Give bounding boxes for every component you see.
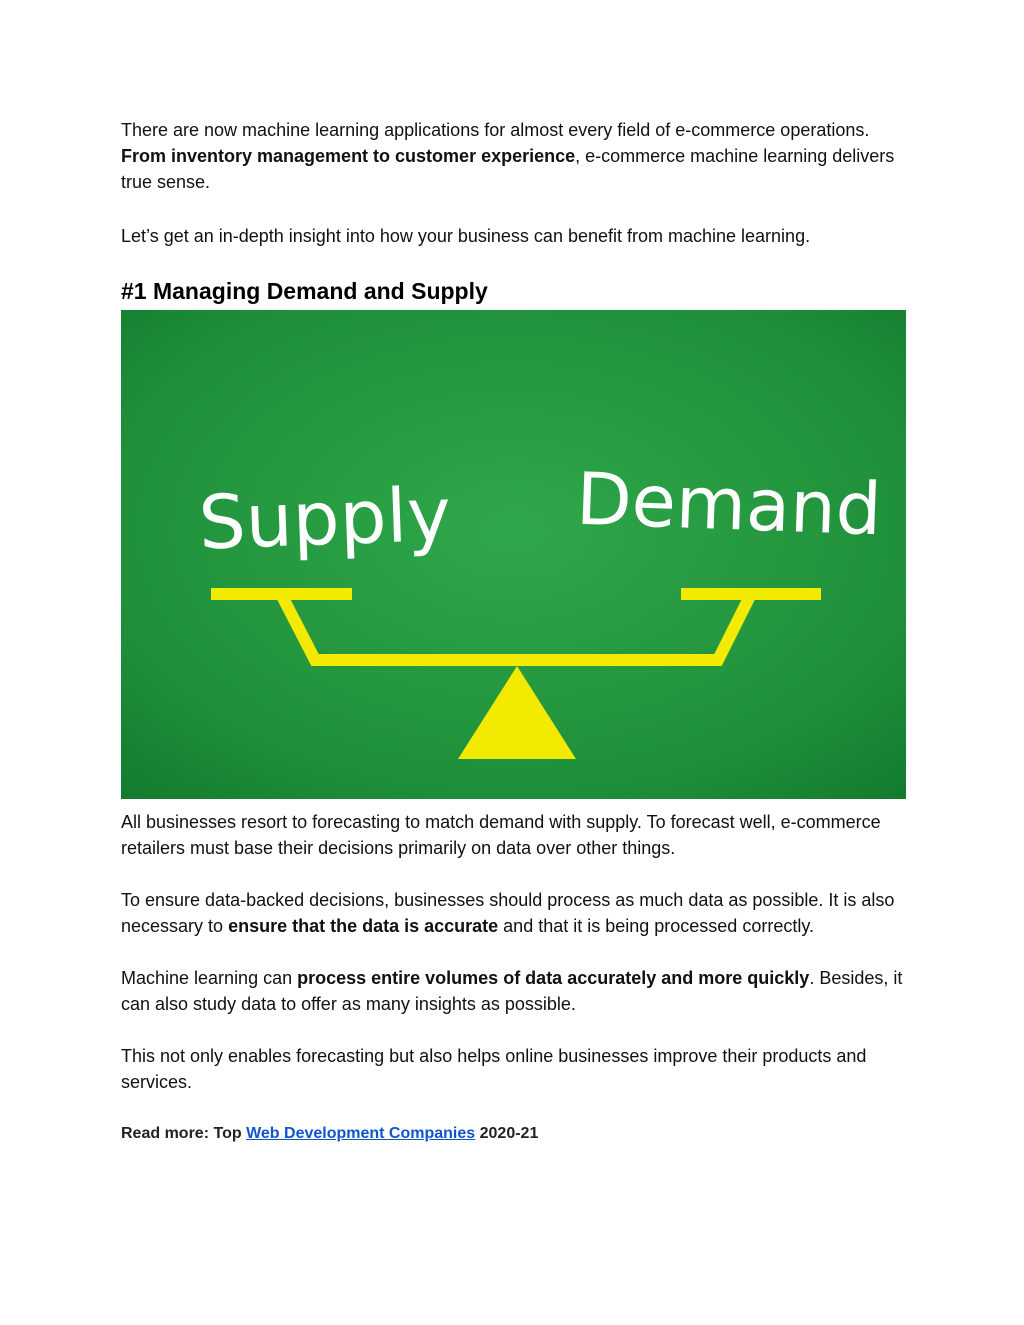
web-development-companies-link[interactable]: Web Development Companies — [246, 1125, 476, 1142]
supply-word: Supply — [197, 471, 453, 567]
demand-word: Demand — [574, 456, 883, 552]
document-page — [121, 117, 906, 1146]
read-more-line — [121, 1122, 906, 1146]
section-heading: #1 Managing Demand and Supply — [121, 278, 488, 304]
intro-paragraph-2: Let’s get an in-depth insight into how your business can benefit from machine learning. — [121, 226, 811, 246]
paragraph-text-end: . Besides, it can also study data to offer as many insights as possible. — [121, 968, 903, 1014]
read-more-suffix: 2020-21 — [479, 1125, 539, 1142]
intro-text-end: , e-commerce machine learning delivers true sense. — [121, 146, 895, 192]
section-paragraph-4: This not only enables forecasting but also helps online businesses improve their products and services. — [121, 1046, 867, 1092]
paragraph-text: Machine learning can — [121, 968, 298, 988]
intro-text: There are now machine learning applications for almost every field of e-commerce operations. — [121, 120, 870, 140]
paragraph-text-end: and that it is being processed correctly. — [498, 916, 814, 936]
read-more-label: Read more: — [121, 1125, 210, 1142]
section-paragraph-1: All businesses resort to forecasting to match demand with supply. To forecast well, e-commerce retailers must base their decisions primarily on data over other things. — [121, 812, 881, 858]
intro-paragraph-1 — [121, 117, 906, 195]
paragraph-text: To ensure data-backed decisions, businesses should process as much data as possible. It is also necessary to — [121, 890, 895, 936]
section-paragraph-2 — [121, 887, 906, 939]
paragraph-bold-text: process entire volumes of data accurately and more quickly — [297, 968, 810, 988]
intro-bold-text: From inventory management to customer experience — [121, 146, 576, 166]
section-paragraph-3 — [121, 965, 906, 1017]
paragraph-bold-text: ensure that the data is accurate — [228, 916, 499, 936]
supply-demand-image — [121, 310, 906, 799]
read-more-prefix: Top — [213, 1125, 242, 1142]
